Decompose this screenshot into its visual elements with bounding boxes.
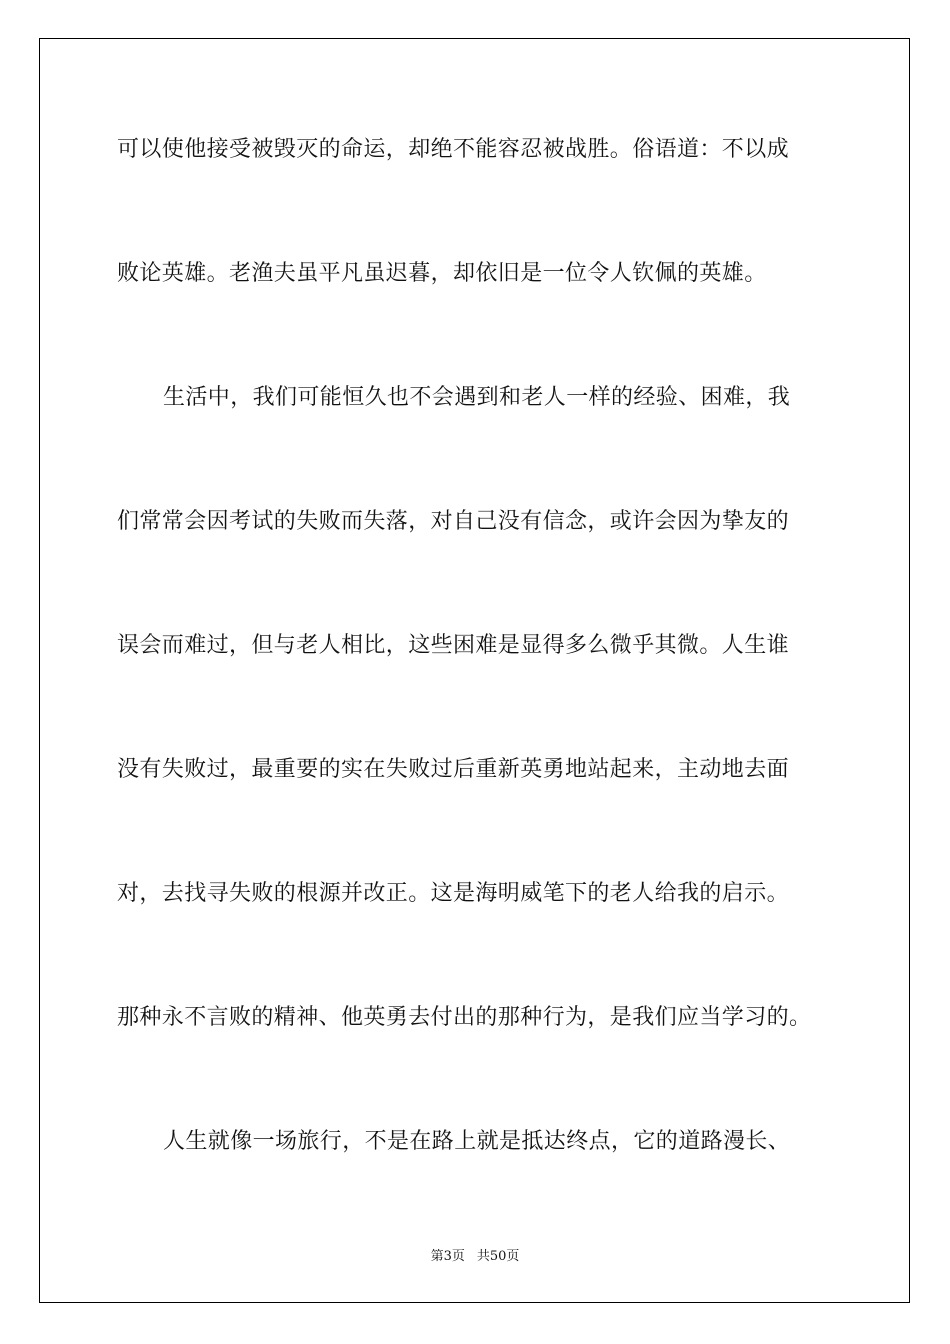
page-footer: [0, 1248, 950, 1266]
text-line-3: 生活中，我们可能恒久也不会遇到和老人一样的经验、困难，我: [163, 385, 791, 410]
page-total: 共50页: [476, 1249, 520, 1264]
text-line-5: 误会而难过，但与老人相比，这些困难是显得多么微乎其微。人生谁: [117, 633, 790, 658]
text-line-9: 人生就像一场旅行，不是在路上就是抵达终点，它的道路漫长、: [163, 1129, 791, 1154]
text-line-8: 那种永不言败的精神、他英勇去付出的那种行为，是我们应当学习的。: [117, 1005, 812, 1030]
text-line-4: 们常常会因考试的失败而失落，对自己没有信念，或许会因为挚友的: [117, 509, 790, 534]
text-line-7: 对，去找寻失败的根源并改正。这是海明威笔下的老人给我的启示。: [117, 881, 790, 906]
page-number: 第3页: [430, 1249, 465, 1264]
text-line-6: 没有失败过，最重要的实在失败过后重新英勇地站起来，主动地去面: [117, 757, 790, 782]
page-border: [39, 38, 910, 1303]
text-line-1: 可以使他接受被毁灭的命运，却绝不能容忍被战胜。俗语道：不以成: [117, 137, 790, 162]
text-line-2: 败论英雄。老渔夫虽平凡虽迟暮，却依旧是一位令人钦佩的英雄。: [117, 261, 767, 286]
